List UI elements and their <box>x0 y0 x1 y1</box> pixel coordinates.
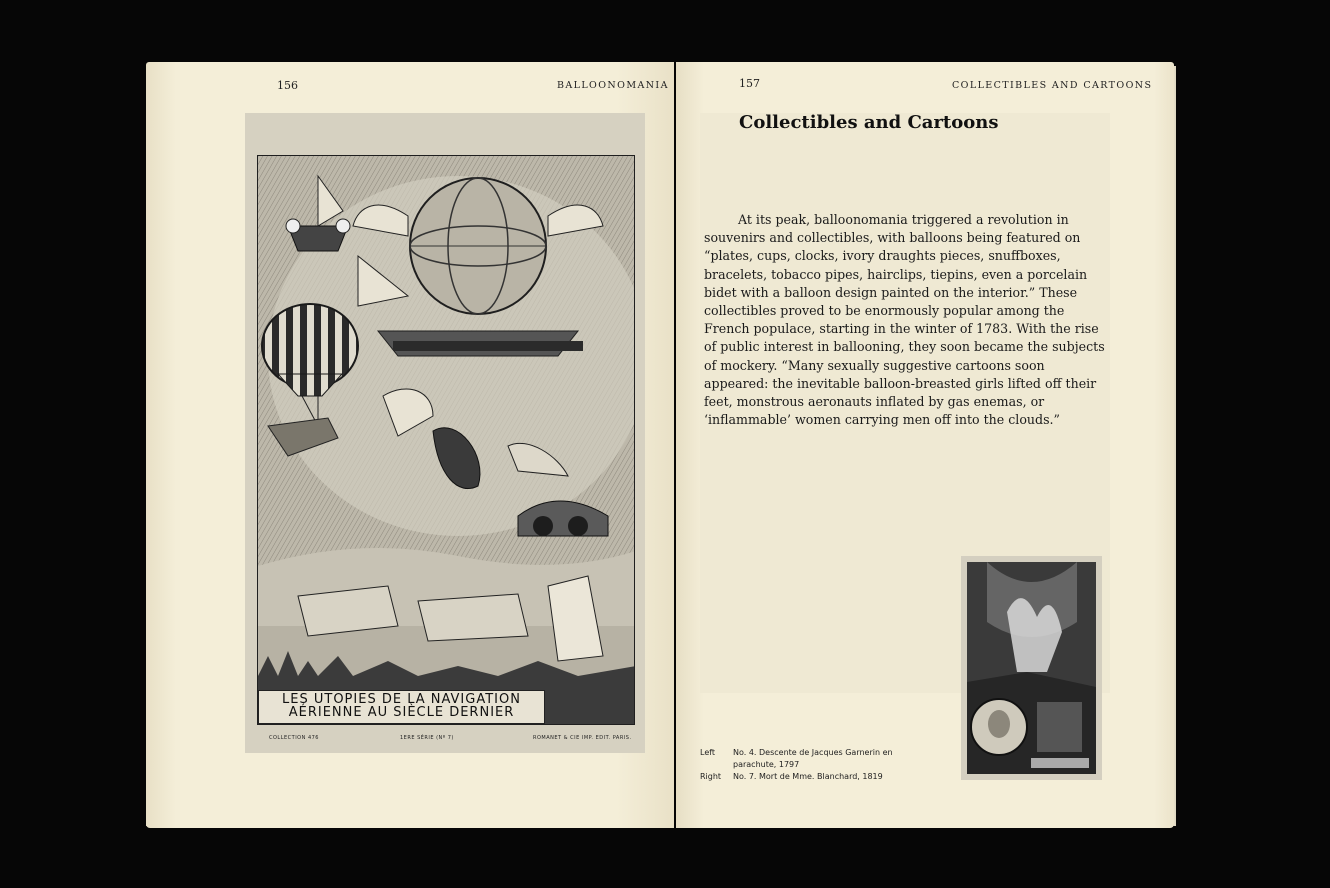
caption-left-label: Left <box>700 748 716 757</box>
right-running-head: COLLECTIBLES AND CARTOONS <box>952 80 1153 91</box>
left-running-head: BALLOONOMANIA <box>557 80 669 91</box>
plate-title-line1: LES UTOPIES DE LA NAVIGATION <box>282 692 521 707</box>
caption-right-text-line1: No. 7. Mort de Mme. Blanchard, 1819 <box>733 772 883 781</box>
body-paragraph: At its peak, balloonomania triggered a revolution in souvenirs and collectibles, with balloons being featured on “plates, cups, clocks, ivory draughts pieces, snuffboxes, bracelets, tobacco pipes, hairclips, tiepins, even a porcelain bidet with a balloon design painted on the interior.” These collectibles proved to be enormously popular among the French populace, starting in the winter of 1783. With the rise of public interest in ballooning, they soon became the subjects of mockery. “Many sexually suggestive cartoons soon appeared: the inevitable balloon-breasted girls lifted off their feet, monstrous aeronauts inflated by gas enemas, or ‘inflammable’ women carrying men off into the clouds.” <box>704 212 1105 428</box>
body-text <box>704 211 1110 429</box>
thumbnail-artwork <box>967 562 1096 774</box>
thumbnail-svg <box>967 562 1096 774</box>
caption-right-label: Right <box>700 772 722 781</box>
caption-left-text-line2: parachute, 1797 <box>733 760 800 769</box>
plate-artwork <box>258 156 635 725</box>
plate-footer-left: COLLECTION 476 <box>269 735 319 741</box>
caption-left-text-line1: No. 4. Descente de Jacques Garnerin en <box>733 748 893 757</box>
section-heading: Collectibles and Cartoons <box>739 112 999 133</box>
right-page-number: 157 <box>739 77 760 90</box>
plate-title-line2: AÉRIENNE AU SIÈCLE DERNIER <box>288 705 515 720</box>
plate-footer-mid: 1ERE SÉRIE (Nº 7) <box>400 735 454 741</box>
blanchard-thumbnail-image <box>961 556 1102 780</box>
plate-title-banner <box>258 690 545 724</box>
plate-frame <box>257 155 635 725</box>
left-page-number: 156 <box>277 79 298 92</box>
balloon-plate-illustration <box>245 113 645 753</box>
plate-footer-right: ROMANET & CIE IMP. EDIT. PARIS. <box>533 735 632 741</box>
